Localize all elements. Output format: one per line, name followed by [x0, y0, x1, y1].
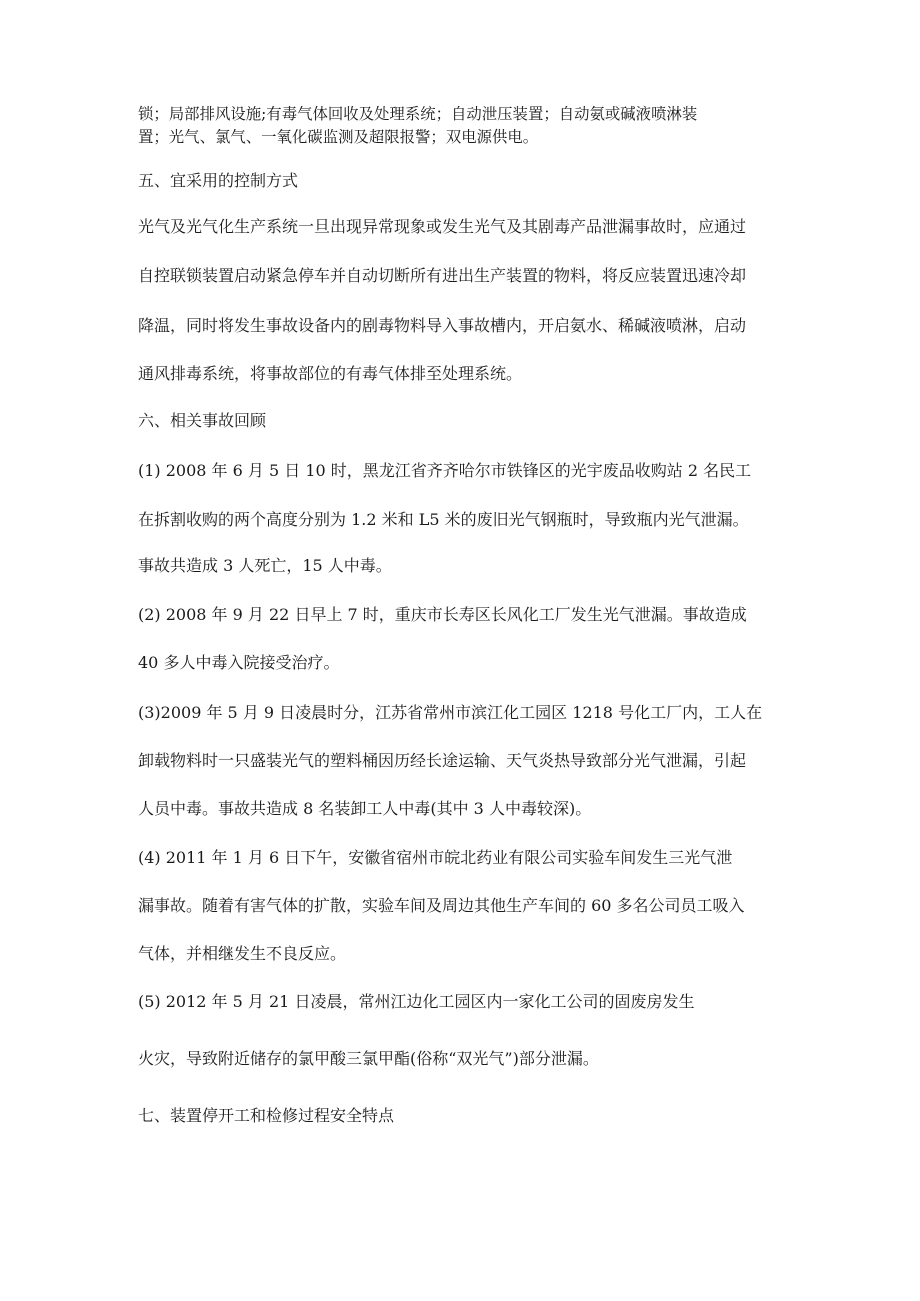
paragraph-line: 40 多人中毒入院接受治疗。 — [138, 653, 340, 672]
paragraph-line: 光气及光气化生产系统一旦出现异常现象或发生光气及其剧毒产品泄漏事故时，应通过 — [138, 217, 747, 236]
paragraph-line: 火灾，导致附近储存的氯甲酸三氯甲酯(俗称“双光气”)部分泄漏。 — [138, 1049, 599, 1068]
paragraph-line: (3)2009 年 5 月 9 日凌晨时分，江苏省常州市滨江化工园区 1218 号化工厂内，工人在 — [138, 703, 763, 722]
section-heading: 五、宜采用的控制方式 — [138, 171, 299, 190]
paragraph-line: 锁；局部排风设施;有毒气体回收及处理系统；自动泄压装置；自动氨或碱液喷淋装 — [138, 105, 698, 123]
section-heading: 六、相关事故回顾 — [138, 411, 267, 430]
section-heading: 七、装置停开工和检修过程安全特点 — [138, 1106, 395, 1125]
paragraph-line: 置；光气、氯气、一氧化碳监测及超限报警；双电源供电。 — [138, 128, 539, 146]
paragraph-line: 人员中毒。事故共造成 8 名装卸工人中毒(其中 3 人中毒较深)。 — [138, 799, 592, 818]
paragraph-line: (4) 2011 年 1 月 6 日下午，安徽省宿州市皖北药业有限公司实验车间发生三光气泄 — [138, 848, 733, 867]
paragraph-line: (5) 2012 年 5 月 21 日凌晨，常州江边化工园区内一家化工公司的固废房发生 — [138, 992, 695, 1011]
paragraph-line: 漏事故。随着有害气体的扩散，实验车间及周边其他生产车间的 60 多名公司员工吸入 — [138, 896, 745, 915]
paragraph-line: (2) 2008 年 9 月 22 日早上 7 时，重庆市长寿区长风化工厂发生光气泄漏。事故造成 — [138, 605, 747, 624]
paragraph-line: 在拆割收购的两个高度分别为 1.2 米和 L5 米的废旧光气钢瓶时，导致瓶内光气泄漏。 — [138, 510, 749, 529]
paragraph-line: 降温，同时将发生事故设备内的剧毒物料导入事故槽内，开启氨水、稀碱液喷淋，启动 — [138, 316, 747, 335]
paragraph-line: (1) 2008 年 6 月 5 日 10 时，黑龙江省齐齐哈尔市铁锋区的光宇废品收购站 2 名民工 — [138, 461, 752, 480]
paragraph-line: 自控联锁装置启动紧急停车并自动切断所有进出生产装置的物料，将反应装置迅速冷却 — [138, 266, 747, 285]
paragraph-line: 卸载物料时一只盛装光气的塑料桶因历经长途运输、天气炎热导致部分光气泄漏，引起 — [138, 751, 747, 770]
paragraph-line: 事故共造成 3 人死亡，15 人中毒。 — [138, 556, 392, 575]
paragraph-line: 气体，并相继发生不良反应。 — [138, 944, 347, 963]
paragraph-line: 通风排毒系统，将事故部位的有毒气体排至处理系统。 — [138, 364, 523, 383]
